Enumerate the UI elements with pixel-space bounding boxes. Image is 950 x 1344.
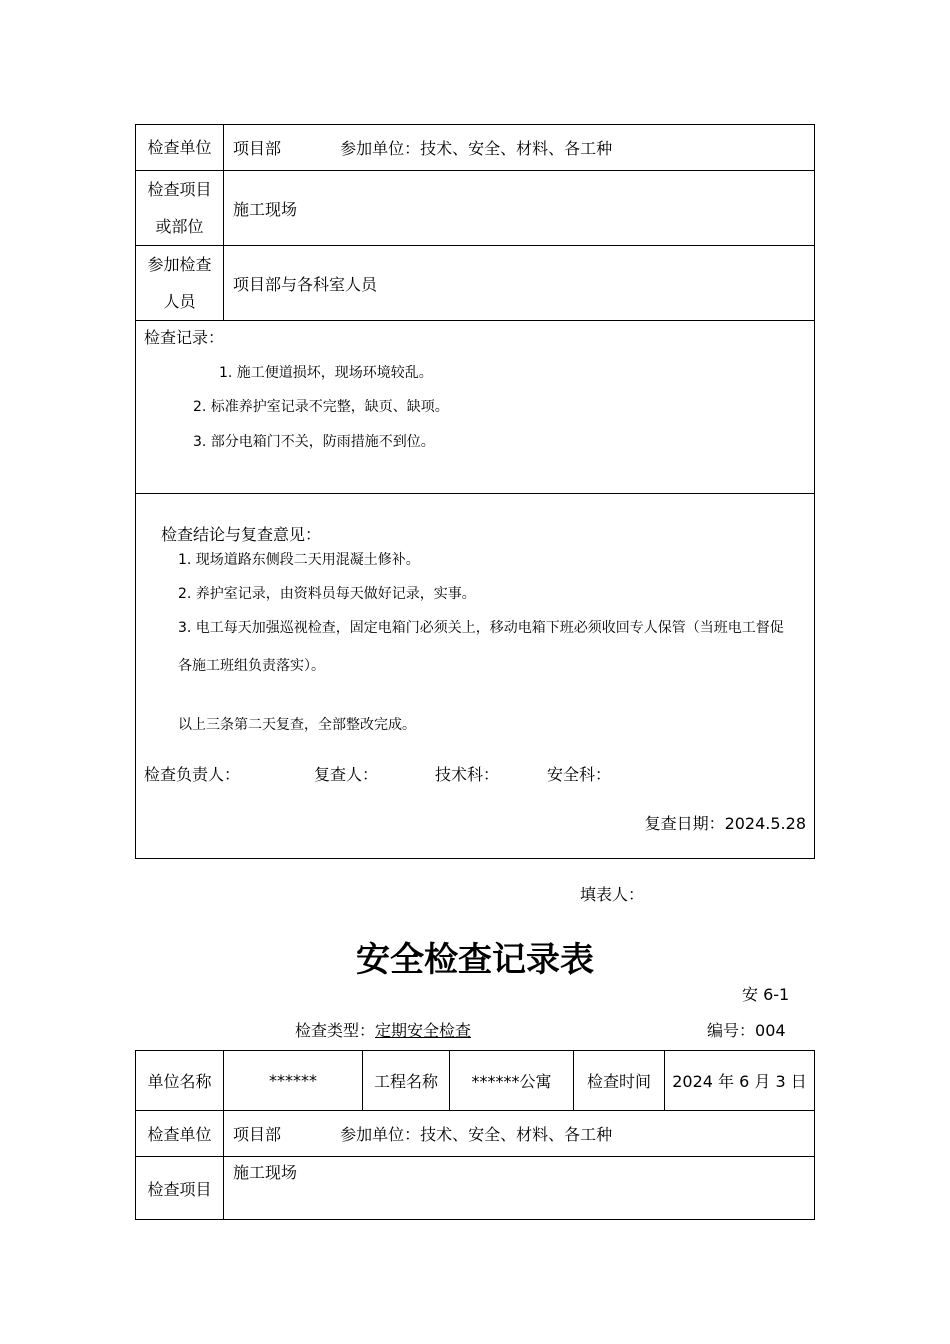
conclusion-label: 检查结论与复查意见： [161, 525, 322, 544]
form-number [707, 1018, 786, 1041]
upper-people-label-line1: 参加检查 [147, 255, 212, 274]
upper-record-cell [136, 321, 815, 494]
conclusion-item-3-cont: 各施工班组负责落实）。 [178, 658, 325, 674]
conclusion-summary: 以上三条第二天复查，全部整改完成。 [178, 717, 416, 733]
conclusion-item-2: 2. 养护室记录，由资料员每天做好记录，实事。 [178, 586, 476, 602]
lower-unit-value: 项目部 [233, 1125, 282, 1144]
unit-name-label: 单位名称 [136, 1051, 224, 1111]
upper-unit-label: 检查单位 [136, 125, 224, 171]
upper-people-label [136, 246, 224, 321]
upper-participants: 参加单位：技术、安全、材料、各工种 [340, 139, 613, 158]
sign-tech: 技术科： [435, 765, 500, 784]
inspection-time-value: 2024 年 6 月 3 日 [665, 1051, 815, 1111]
lower-unit-cell [224, 1111, 815, 1157]
inspection-type-label: 检查类型： [295, 1021, 376, 1040]
filler-label: 填表人： [580, 885, 645, 904]
conclusion-item-1: 1. 现场道路东侧段二天用混凝土修补。 [178, 552, 420, 568]
conclusion-item-3: 3. 电工每天加强巡视检查，固定电箱门必须关上，移动电箱下班必须收回专人保管（当班电工督促 [178, 620, 784, 636]
upper-item-label-line2: 或部位 [155, 217, 204, 236]
upper-people-value: 项目部与各科室人员 [224, 246, 815, 321]
lower-unit-label: 检查单位 [136, 1111, 224, 1157]
lower-record-table [135, 1050, 815, 1220]
upper-item-value: 施工现场 [224, 171, 815, 246]
form-number-label: 编号： [707, 1021, 756, 1040]
sign-reviewer: 复查人： [314, 765, 379, 784]
lower-item-value: 施工现场 [224, 1157, 815, 1220]
upper-item-label-line1: 检查项目 [147, 180, 212, 199]
record-item-3: 3. 部分电箱门不关，防雨措施不到位。 [193, 434, 435, 450]
form-number-value: 004 [755, 1021, 786, 1040]
upper-unit-cell [224, 125, 815, 171]
record-item-2: 2. 标准养护室记录不完整，缺页、缺项。 [193, 399, 449, 415]
upper-record-table [135, 124, 815, 859]
upper-unit-value: 项目部 [233, 139, 282, 158]
record-label: 检查记录： [144, 328, 225, 347]
upper-people-label-line2: 人员 [163, 292, 196, 311]
inspection-type-value: 定期安全检查 [375, 1021, 472, 1040]
unit-name-value: ****** [224, 1051, 363, 1111]
upper-item-label [136, 171, 224, 246]
form-code: 安 6-1 [742, 985, 790, 1004]
inspection-time-label: 检查时间 [574, 1051, 665, 1111]
upper-conclusion-cell [136, 494, 815, 859]
sign-safety: 安全科： [547, 765, 612, 784]
record-item-1: 1. 施工便道损坏，现场环境较乱。 [219, 365, 433, 381]
project-name-label: 工程名称 [363, 1051, 450, 1111]
inspection-type [295, 1018, 471, 1041]
lower-participants: 参加单位：技术、安全、材料、各工种 [340, 1125, 613, 1144]
project-name-value: ******公寓 [450, 1051, 574, 1111]
form-title: 安全检查记录表 [356, 940, 594, 980]
lower-item-label: 检查项目 [136, 1157, 224, 1220]
review-date: 复查日期：2024.5.28 [644, 814, 806, 833]
sign-inspector: 检查负责人： [144, 765, 241, 784]
